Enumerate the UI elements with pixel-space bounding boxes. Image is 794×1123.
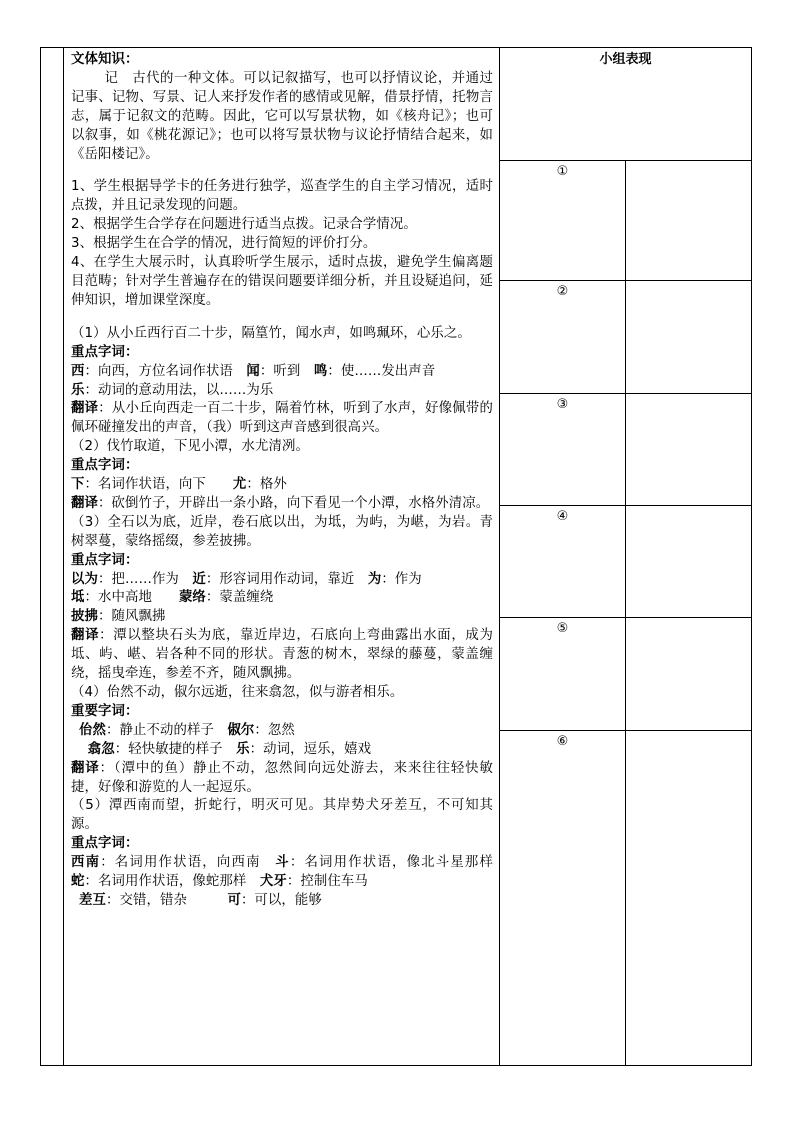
sentence-2: （2）伐竹取道，下见小潭，水尤清冽。 [71,439,309,455]
group-number-5: ⑤ [500,617,626,730]
sentence-1: （1）从小丘西行百二十步，隔篁竹，闻水声，如鸣珮环，心乐之。 [71,325,471,341]
sentence-5: （5）潭西南而望，折蛇行，明灭可见。其岸势犬牙差互，不可知其源。 [71,798,493,833]
s1-translation: 翻译：从小丘向西走一百二十步，隔着竹林，听到了水声，好像佩带的佩环碰撞发出的声音，（我）听到这声音感到很高兴。 [71,401,493,436]
intro-term: 记 [104,70,119,86]
step-2: 2、根据学生合学存在问题进行适当点拨。记录合学情况。 [71,217,417,233]
s3-translation: 翻译：潭以整块石头为底，靠近岸边，石底向上弯曲露出水面，成为坻、屿、嵁、岩各种不同的形状。青葱的树木，翠绿的藤蔓，蒙盖缠绕，摇曳牵连，参差不齐，随风飘拂。 [71,628,493,682]
s2-words: 下：名词作状语，向下 尤：格外 [71,477,287,493]
section-title: 文体知识： [71,52,139,67]
lesson-content [64,48,507,911]
group-score-2[interactable] [626,280,752,393]
group-score-1[interactable] [626,160,752,280]
group-number-4: ④ [500,505,626,617]
sentence-3: （3）全石以为底，近岸，卷石底以出，为坻，为屿，为嵁，为岩。青树翠蔓，蒙络摇缀，参差披拂。 [71,514,493,549]
s3-head: 重点字词： [71,552,139,568]
step-4: 4、在学生大展示时，认真聆听学生展示，适时点拔，避免学生偏离题目范畴；针对学生普遍存在的错误问题要详细分析，并且设疑追问，延伸知识，增加课堂深度。 [71,255,493,308]
group-score-4[interactable] [626,505,752,617]
intro-text: 古代的一种文体。可以记叙描写，也可以抒情议论，并通过记事、记物、写景、记人来抒发作者的感情或见解，借景抒情，托物言志，属于记叙文的范畴。因此，它可以写景状物，如《核舟记》；也可以叙事，如《桃花源记》；也可以将写景状物与议论抒情结合起来，如《岳阳楼记》。 [71,70,493,162]
group-score-6[interactable] [626,730,752,1065]
group-number-1: ① [500,160,626,280]
lesson-table [40,47,752,1066]
s5-words-b: 差互：交错，错杂 可：可以，能够 [79,892,322,908]
s4-translation: 翻译：（潭中的鱼）静止不动，忽然间向远处游去，来来往往轻快敏捷，好像和游览的人一起逗乐。 [71,760,493,795]
sentence-4: （4）佁然不动，俶尔远逝，往来翕忽，似与游者相乐。 [71,685,404,700]
group-panel [500,48,752,1066]
group-score-3[interactable] [626,393,752,505]
intro-paragraph [71,70,493,165]
s1-words-b: 乐：动词的意动用法，以……为乐 [71,382,274,398]
s3-words-b: 坻：水中高地 蒙络：蒙盖缠绕 [71,590,274,606]
s2-translation: 翻译：砍倒竹子，开辟出一条小路，向下看见一个小潭，水格外清凉。 [71,495,490,511]
s2-head: 重点字词： [71,458,139,474]
s3-words-a: 以为：把……作为 近：形容词用作动词，靠近 为：作为 [71,571,422,587]
group-table [500,48,751,1065]
content-cell [64,48,507,1066]
s5-words-a: 西南：名词用作状语，向西南 斗：名词用作状语，像北斗星那样 蛇：名词用作状语，像蛇那样 犬牙：控制住车马 [71,855,507,890]
margin-column [41,48,64,1066]
group-header: 小组表现 [500,48,751,160]
s4-words-b: 翕忽：轻快敏捷的样子 乐：动词，逗乐，嬉戏 [87,741,372,757]
group-number-3: ③ [500,393,626,505]
group-number-2: ② [500,280,626,393]
s5-head: 重点字词： [71,836,139,852]
step-3: 3、根据学生在合学的情况，进行简短的评价打分。 [71,236,377,252]
s3-words-c: 披拂：随风飘拂 [71,609,166,625]
group-score-5[interactable] [626,617,752,730]
group-number-6: ⑥ [500,730,626,1065]
s4-head: 重要字词： [71,703,139,719]
s1-words-a: 西：向西，方位名词作状语 闻：听到 鸣：使……发出声音 [71,363,436,379]
s1-head: 重点字词： [71,344,139,360]
s4-words-a: 佁然：静止不动的样子 俶尔：忽然 [79,722,295,738]
step-1: 1、学生根据导学卡的任务进行独学，巡查学生的自主学习情况，适时点拨，并且记录发现的问题。 [71,179,493,214]
